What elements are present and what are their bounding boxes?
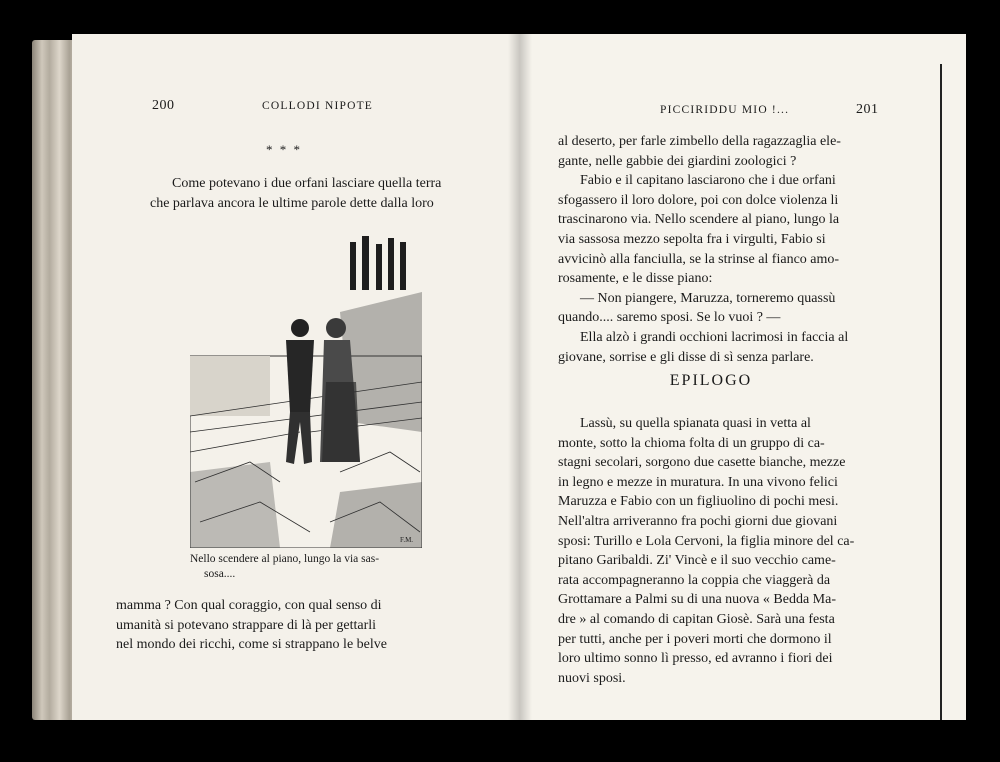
paragraph-continued xyxy=(558,132,880,367)
text-line: rata accompagneranno la coppia che viaggerà da xyxy=(558,572,831,588)
text-line: — Non piangere, Maruzza, torneremo quassù xyxy=(580,290,836,306)
text-line: al deserto, per farle zimbello della ragazzaglia ele- xyxy=(558,134,841,149)
illustration-caption xyxy=(190,552,426,582)
running-head-right: PICCIRIDDU MIO !... xyxy=(660,104,790,116)
text-line: Ella alzò i grandi occhioni lacrimosi in faccia al xyxy=(580,329,849,345)
section-break-text: * * * xyxy=(266,142,302,157)
text-line: Maruzza e Fabio con un figliuolino di pochi mesi. xyxy=(558,494,839,510)
text-line: umanità si potevano strappare di là per gettarli xyxy=(116,617,377,633)
page-number-left: 200 xyxy=(152,98,175,113)
section-break xyxy=(266,142,302,157)
engraving-illustration xyxy=(190,232,422,548)
text-line: Lassù, su quella spianata quasi in vetta al xyxy=(580,416,811,431)
text-line: sfogassero il loro dolore, poi con dolce violenza li xyxy=(558,192,839,208)
text-line: Come potevano i due orfani lasciare quella terra xyxy=(172,176,442,191)
page-edge-line xyxy=(940,64,942,720)
text-line: che parlava ancora le ultime parole dette dalla loro xyxy=(150,195,434,211)
text-line: rosamente, e le disse piano: xyxy=(558,271,713,287)
text-line: trascinarono via. Nello scendere al piano, lungo la xyxy=(558,212,840,228)
text-line: nuovi sposi. xyxy=(558,670,626,686)
svg-text:F.M.: F.M. xyxy=(400,536,414,544)
text-line: avvicinò alla fanciulla, se la strinse al fianco amo- xyxy=(558,251,840,267)
text-line: Fabio e il capitano lasciarono che i due orfani xyxy=(580,173,836,189)
text-line: dre » al comando di capitan Giosè. Sarà una festa xyxy=(558,611,835,627)
running-head-left: COLLODI NIPOTE xyxy=(262,100,374,112)
text-line: loro ultimo sonno lì presso, ed avranno i fiori dei xyxy=(558,651,833,667)
text-line: per tutti, anche per i poveri morti che dormono il xyxy=(558,631,832,647)
paragraph-top xyxy=(150,174,470,213)
text-line: mamma ? Con qual coraggio, con qual senso di xyxy=(116,598,382,613)
caption-line: Nello scendere al piano, lungo la via sas- xyxy=(190,553,380,565)
caption-line: sosa.... xyxy=(204,568,236,580)
page-number-right: 201 xyxy=(856,102,879,117)
text-line: stagni secolari, sorgono due casette bianche, mezze xyxy=(558,455,846,471)
text-line: Grottamare a Palmi su di una nuova « Bedda Ma- xyxy=(558,592,836,608)
text-line: Nell'altra arriveranno fra pochi giorni due giovani xyxy=(558,513,838,529)
epilogue-text xyxy=(558,414,880,688)
text-line: sposi: Turillo e Lola Cervoni, la figlia minore del ca- xyxy=(558,533,855,549)
text-line: nel mondo dei ricchi, come si strappano le belve xyxy=(116,637,387,653)
text-line: pitano Garibaldi. Zi' Vincè e il suo vecchio came- xyxy=(558,553,836,569)
text-line: gante, nelle gabbie dei giardini zoologici ? xyxy=(558,153,797,169)
text-line: giovane, sorrise e gli disse di sì senza parlare. xyxy=(558,349,814,365)
text-line: quando.... saremo sposi. Se lo vuoi ? — xyxy=(558,310,781,326)
epilogue-heading: EPILOGO xyxy=(669,372,753,389)
text-line: monte, sotto la chioma folta di un gruppo di ca- xyxy=(558,435,825,451)
text-line: via sassosa mezzo sepolta fra i virgulti, Fabio si xyxy=(558,231,826,247)
paragraph-bottom xyxy=(116,596,464,655)
text-line: in legno e mezze in muratura. In una vivono felici xyxy=(558,474,838,490)
